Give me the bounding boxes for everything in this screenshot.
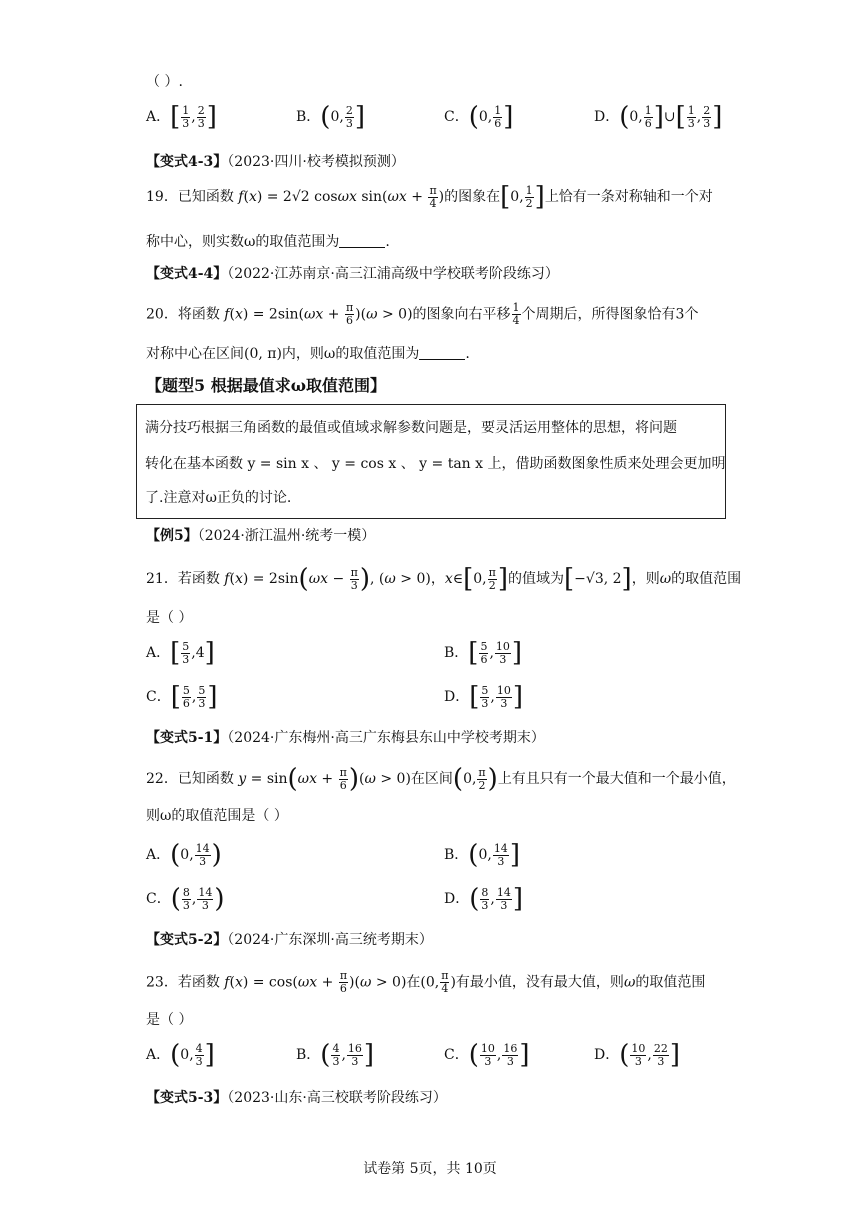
q21-line2: 是（ ） bbox=[146, 610, 193, 626]
q21-option-a: A．[ $\frac{5}{3}$ ,4] bbox=[146, 638, 215, 668]
q22-line2: 则ω的取值范围是（ ） bbox=[146, 808, 288, 824]
variant-5-2-header: 【变式5-2】（2024·广东深圳·高三统考期末） bbox=[146, 932, 433, 948]
q22-option-c: C．( $\frac{8}{3}$ , $\frac{14}{3}$ ) bbox=[146, 884, 225, 914]
tip-line-2: 转化在基本函数 y = sin x 、 y = cos x 、 y = tan x 上，借助函数图象性质来处理会更加明 bbox=[145, 456, 726, 472]
q18-option-a: A．[ $\frac{1}{3}$ , $\frac{2}{3}$ ] bbox=[146, 102, 217, 132]
q23-option-d: D．( $\frac{10}{3}$ , $\frac{22}{3}$ ] bbox=[594, 1040, 680, 1070]
q21-option-c: C．[ $\frac{5}{6}$ , $\frac{5}{3}$ ] bbox=[146, 682, 218, 712]
answer-blank bbox=[419, 345, 465, 360]
q22-option-b: B．(0, $\frac{14}{3}$ ] bbox=[444, 840, 520, 870]
variant-4-4-header: 【变式4-4】（2022·江苏南京·高三江浦高级中学校联考阶段练习） bbox=[146, 266, 559, 282]
q23-option-b: B．( $\frac{4}{3}$ , $\frac{16}{3}$ ] bbox=[296, 1040, 375, 1070]
variant-5-3-header: 【变式5-3】（2023·山东·高三校联考阶段练习） bbox=[146, 1090, 447, 1106]
q21-option-b: B．[ $\frac{5}{6}$ , $\frac{10}{3}$ ] bbox=[444, 638, 523, 668]
tip-box bbox=[136, 404, 726, 519]
tip-line-3: 了.注意对ω正负的讨论. bbox=[145, 490, 292, 506]
q21-option-d: D．[ $\frac{5}{3}$ , $\frac{10}{3}$ ] bbox=[444, 682, 523, 712]
q18-option-b: B．(0, $\frac{2}{3}$ ] bbox=[296, 102, 365, 132]
example-5-header: 【例5】（2024·浙江温州·统考一模） bbox=[146, 528, 376, 544]
q19-line2: 称中心，则实数ω的取值范围为 . bbox=[146, 234, 390, 250]
q22-option-a: A．(0, $\frac{14}{3}$ ) bbox=[146, 840, 222, 870]
q22-option-d: D．( $\frac{8}{3}$ , $\frac{14}{3}$ ] bbox=[444, 884, 523, 914]
q21-line1: 21．若函数 f(x) = 2sin(ωx − $\frac{\pi}{3}$ ), (ω > 0)，x∈[0, $\frac{\pi}{2}$ ]的值域为[−√3, 2]，则ω的取值范围 bbox=[146, 564, 742, 594]
q22-line1: 22．已知函数 y = sin(ωx + $\frac{\pi}{6}$ )(ω > 0)在区间(0, $\frac{\pi}{2}$ )上有且只有一个最大值和一个最小值， bbox=[146, 764, 736, 794]
q23-option-c: C．( $\frac{10}{3}$ , $\frac{16}{3}$ ] bbox=[444, 1040, 530, 1070]
q18-tail: （ ）. bbox=[146, 74, 183, 90]
answer-blank bbox=[339, 233, 385, 248]
q19-line1: 19．已知函数 f(x) = 2√2 cosωx sin(ωx + $\frac{\pi}{4}$ )的图象在[0, $\frac{1}{2}$ ]上恰有一条对称轴和一个对 bbox=[146, 182, 713, 212]
variant-5-1-header: 【变式5-1】（2024·广东梅州·高三广东梅县东山中学校考期末） bbox=[146, 730, 545, 746]
page-footer: 试卷第 5页，共 10页 bbox=[363, 1161, 497, 1177]
q23-line1: 23．若函数 f(x) = cos(ωx + $\frac{\pi}{6}$ )(ω > 0)在(0, $\frac{\pi}{4}$ )有最小值，没有最大值，则ω的取值范围 bbox=[146, 969, 706, 995]
q18-option-c: C．(0, $\frac{1}{6}$ ] bbox=[444, 102, 514, 132]
variant-4-3-header: 【变式4-3】（2023·四川·校考模拟预测） bbox=[146, 154, 405, 170]
tip-line-1: 满分技巧根据三角函数的最值或值域求解参数问题是，要灵活运用整体的思想，将问题 bbox=[145, 420, 677, 436]
section-5-title: 【题型5 根据最值求ω取值范围】 bbox=[146, 376, 386, 395]
q20-line2: 对称中心在区间(0, π)内，则ω的取值范围为 . bbox=[146, 346, 470, 362]
q20-line1: 20．将函数 f(x) = 2sin(ωx + $\frac{\pi}{6}$ )(ω > 0)的图象向右平移 $\frac{1}{4}$ 个周期后，所得图象恰有3个 bbox=[146, 301, 699, 327]
q18-option-d: D．(0, $\frac{1}{6}$ ]∪[ $\frac{1}{3}$ , $\frac{2}{3}$ ] bbox=[594, 102, 723, 132]
q23-option-a: A．(0, $\frac{4}{3}$ ] bbox=[146, 1040, 215, 1070]
q23-line2: 是（ ） bbox=[146, 1012, 193, 1028]
